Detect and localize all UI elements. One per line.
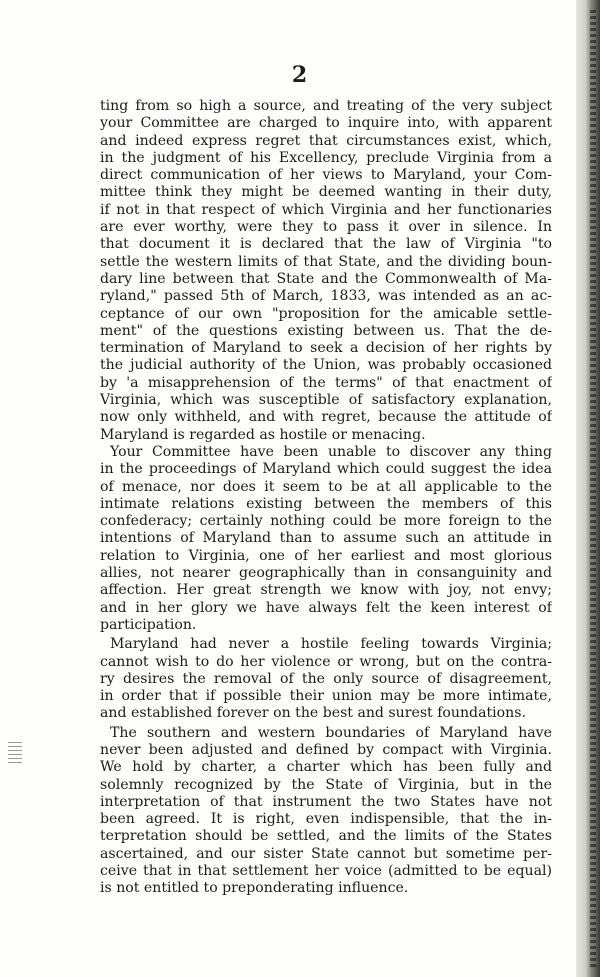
text-line: affection. Her great strength we know with joy, not envy;: [100, 582, 552, 599]
text-line: intimate relations existing between the members of this: [100, 495, 552, 512]
text-line: We hold by charter, a charter which has been fully and: [100, 759, 552, 776]
text-line: by 'a misapprehension of the terms" of that enactment of: [100, 374, 552, 391]
text-line: confederacy; certainly nothing could be more foreign to the: [100, 513, 552, 530]
text-line: The southern and western boundaries of Maryland have: [110, 724, 552, 741]
text-line: of menace, nor does it seem to be at all applicable to the: [100, 478, 552, 495]
text-line: termination of Maryland to seek a decision of her rights by: [100, 340, 552, 357]
text-line: Your Committee have been unable to discover any thing: [110, 443, 552, 460]
text-line: dary line between that State and the Commonwealth of Ma-: [100, 270, 552, 287]
text-line: solemnly recognized by the State of Virginia, but in the: [100, 776, 552, 793]
text-line: Maryland had never a hostile feeling towards Virginia;: [110, 636, 552, 653]
text-line: and indeed express regret that circumstances exist, which,: [100, 132, 552, 149]
text-line: if not in that respect of which Virginia and her functionaries: [100, 201, 552, 218]
text-line: allies, not nearer geographically than in consanguinity and: [100, 565, 552, 582]
text-line: ry desires the removal of the only source of disagreement,: [100, 670, 552, 687]
text-line: in order that if possible their union may be more intimate,: [100, 688, 552, 705]
binding-stitch: [590, 10, 596, 967]
text-line: relation to Virginia, one of her earliest and most glorious: [100, 547, 552, 564]
text-line: in the proceedings of Maryland which could suggest the idea: [100, 461, 552, 478]
text-line: ascertained, and our sister State cannot but sometime per-: [100, 845, 552, 862]
text-line: Virginia, which was susceptible of satisfactory explanation,: [100, 392, 552, 409]
binding-edge: [576, 0, 600, 977]
text-line: participation.: [100, 616, 197, 633]
text-line: terpretation should be settled, and the limits of the States: [100, 828, 552, 845]
margin-mark: [8, 742, 22, 766]
text-line: intentions of Maryland than to assume such an attitude in: [100, 530, 552, 547]
text-line: mittee think they might be deemed wanting in their duty,: [100, 184, 552, 201]
text-line: in the judgment of his Excellency, preclude Virginia from a: [100, 149, 552, 166]
text-line: is not entitled to preponderating influence.: [100, 880, 409, 897]
text-line: now only withheld, and with regret, because the attitude of: [100, 409, 552, 426]
text-line: that document it is declared that the law of Virginia "to: [100, 236, 552, 253]
text-line: ceptance of our own "proposition for the amicable settle-: [100, 305, 552, 322]
text-line: your Committee are charged to inquire into, with apparent: [100, 115, 552, 132]
text-line: been agreed. It is right, even indispensible, that the in-: [100, 811, 552, 828]
text-line: and in her glory we have always felt the keen interest of: [100, 599, 552, 616]
text-line: interpretation of that instrument the two States have not: [100, 793, 552, 810]
page-number: 2: [291, 62, 309, 88]
text-line: the judicial authority of the Union, was probably occasioned: [100, 357, 552, 374]
text-line: cannot wish to do her violence or wrong, but on the contra-: [100, 653, 552, 670]
text-line: ryland," passed 5th of March, 1833, was intended as an ac-: [100, 288, 552, 305]
text-line: direct communication of her views to Maryland, your Com-: [100, 167, 552, 184]
text-line: ting from so high a source, and treating of the very subject: [100, 98, 552, 114]
text-line: Maryland is regarded as hostile or menacing.: [100, 426, 426, 443]
text-line: and established forever on the best and surest foundations.: [100, 705, 526, 722]
body-text: [100, 98, 552, 898]
text-line: ment" of the questions existing between us. That the de-: [100, 322, 552, 339]
text-line: never been adjusted and defined by compact with Virginia.: [100, 741, 552, 758]
text-line: ceive that in that settlement her voice (admitted to be equal): [100, 863, 552, 880]
text-line: are ever worthy, were they to pass it over in silence. In: [100, 219, 552, 236]
text-line: settle the western limits of that State, and the dividing boun-: [100, 253, 552, 270]
